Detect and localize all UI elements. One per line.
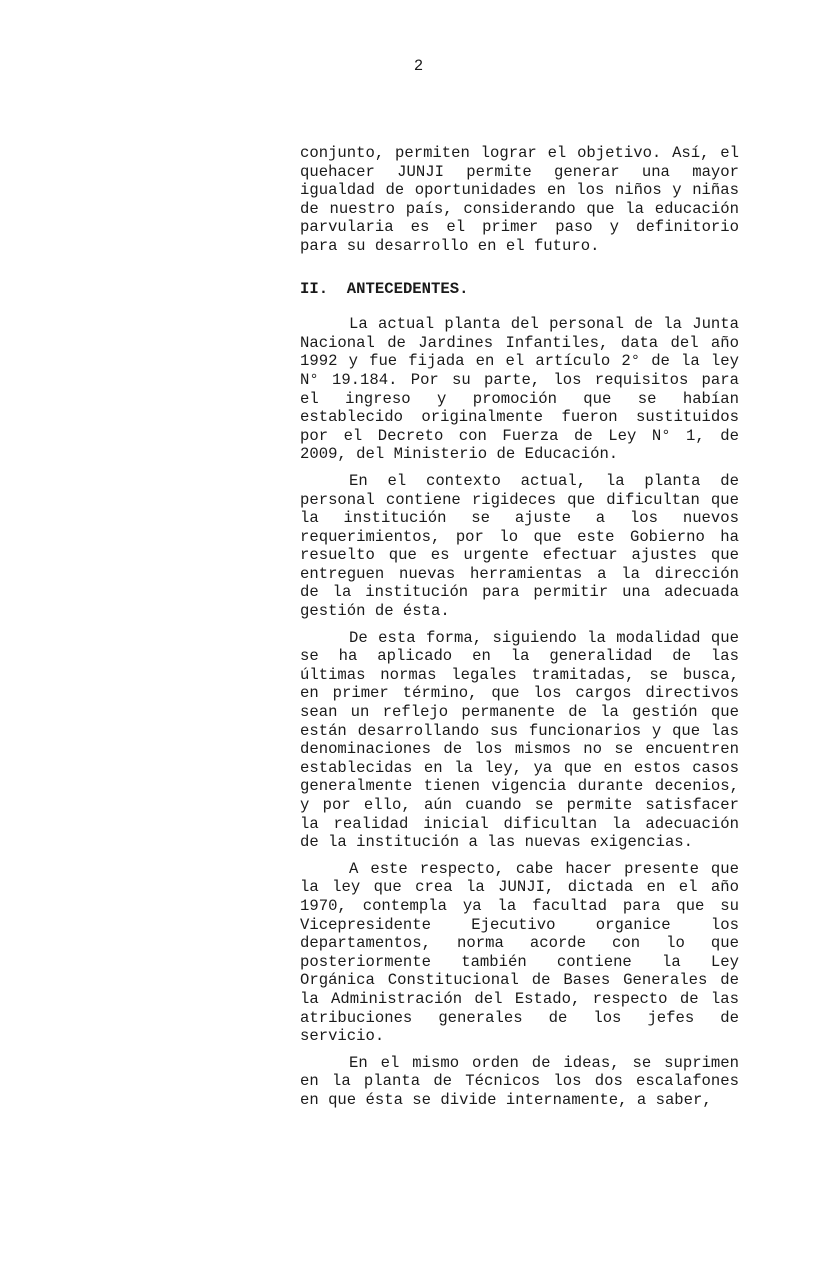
section-number: II. xyxy=(300,279,329,298)
paragraph: A este respecto, cabe hacer presente que la ley que crea la JUNJI, dictada en el año 1970, contempla ya la facultad para que su Vicepresidente Ejecutivo organice los departamentos, norma acorde con lo que posteriormente también contiene la Ley Orgánica Constitucional de Bases Generales de la Administración del Estado, respecto de las atribuciones generales de los jefes de servicio. xyxy=(300,859,739,1046)
page-number: 2 xyxy=(413,57,424,75)
document-body xyxy=(300,144,739,1110)
paragraph: La actual planta del personal de la Junta Nacional de Jardines Infantiles, data del año 1992 y fue fijada en el artículo 2° de la ley N° 19.184. Por su parte, los requisitos para el ingreso y promoción que se habían establecido originalmente fueron sustituidos por el Decreto con Fuerza de Ley N° 1, de 2009, del Ministerio de Educación. xyxy=(300,315,739,464)
paragraph: En el contexto actual, la planta de personal contiene rigideces que dificultan que la institución se ajuste a los nuevos requerimientos, por lo que este Gobierno ha resuelto que es urgente efectuar ajustes que entreguen nuevas herramientas a la dirección de la institución para permitir una adecuada gestión de ésta. xyxy=(300,471,739,621)
paragraph: De esta forma, siguiendo la modalidad que se ha aplicado en la generalidad de las últimas normas legales tramitadas, se busca, en primer término, que los cargos directivos sean un reflejo permanente de la gestión que están desarrollando sus funcionarios y que las denominaciones de los mismos no se encuentren establecidas en la ley, ya que en estos casos generalmente tienen vigencia durante decenios, y por ello, aún cuando se permite satisfacer la realidad inicial dificultan la adecuación de la institución a las nuevas exigencias. xyxy=(300,628,739,852)
paragraph-continued: conjunto, permiten lograr el objetivo. Así, el quehacer JUNJI permite generar una mayor igualdad de oportunidades en los niños y niñas de nuestro país, considerando que la educación parvularia es el primer paso y definitorio para su desarrollo en el futuro. xyxy=(300,144,739,255)
paragraph: En el mismo orden de ideas, se suprimen en la planta de Técnicos los dos escalafones en que ésta se divide internamente, a saber, xyxy=(300,1053,739,1109)
section-heading xyxy=(300,280,739,299)
section-title: ANTECEDENTES. xyxy=(346,279,469,298)
